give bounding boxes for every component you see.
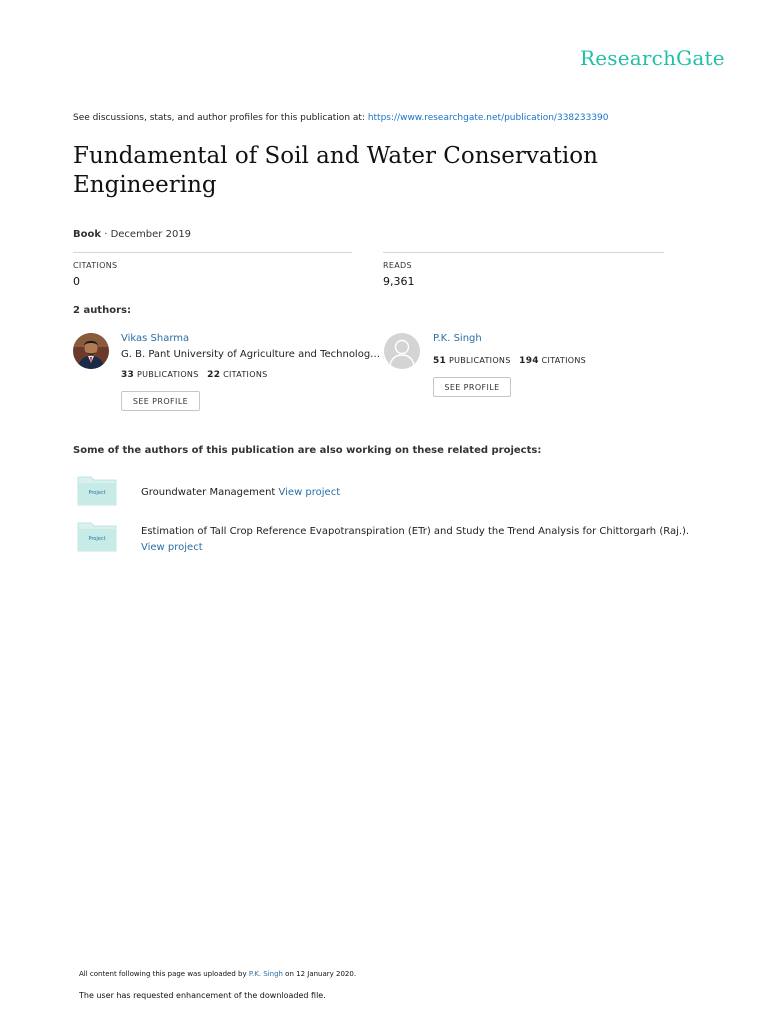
project-item xyxy=(141,485,701,501)
discussions-text: See discussions, stats, and author profiles for this publication at: xyxy=(73,113,368,123)
view-project-link[interactable]: View project xyxy=(141,542,203,553)
citations-label: CITATIONS xyxy=(223,370,268,379)
view-project-link[interactable]: View project xyxy=(278,487,341,498)
author-affiliation[interactable]: G. B. Pant University of Agriculture and Technolog… xyxy=(121,349,381,360)
author-name-pk-singh[interactable]: P.K. Singh xyxy=(433,333,482,344)
citations-value: 0 xyxy=(73,275,80,288)
citations-count: 22 xyxy=(207,370,221,380)
publications-count: 33 xyxy=(121,370,135,380)
author-avatar-vikas-sharma[interactable] xyxy=(73,333,109,369)
uploader-link[interactable]: P.K. Singh xyxy=(248,970,283,978)
project-icon-label: Project xyxy=(88,536,106,542)
meta-separator: · xyxy=(101,229,111,240)
publication-date: December 2019 xyxy=(110,229,192,240)
project-folder-icon[interactable] xyxy=(77,476,117,506)
project-title: Groundwater Management xyxy=(141,487,276,498)
citations-divider xyxy=(73,252,352,253)
publications-label: PUBLICATIONS xyxy=(448,356,511,365)
citations-label: CITATIONS xyxy=(541,356,587,365)
project-icon-label: Project xyxy=(88,490,106,496)
project-title: Estimation of Tall Crop Reference Evapotranspiration (ETr) and Study the Trend Analysis for Chittorgarh (Raj.). xyxy=(141,526,690,537)
project-folder-icon[interactable] xyxy=(77,522,117,552)
reads-value: 9,361 xyxy=(383,275,415,288)
author-stats xyxy=(433,356,586,366)
related-projects-heading: Some of the authors of this publication are also working on these related projects: xyxy=(73,445,542,456)
researchgate-logo[interactable]: ResearchGate xyxy=(580,46,725,70)
author-stats xyxy=(121,370,267,380)
discussions-line xyxy=(73,113,609,123)
publication-type: Book xyxy=(73,229,102,240)
person-photo-icon xyxy=(73,333,109,369)
reads-label: READS xyxy=(383,261,412,270)
upload-note xyxy=(79,970,356,978)
author-name-vikas-sharma[interactable]: Vikas Sharma xyxy=(121,333,190,344)
publications-label: PUBLICATIONS xyxy=(136,370,199,379)
see-profile-button-pk-singh[interactable]: SEE PROFILE xyxy=(433,377,511,397)
see-profile-button-vikas-sharma[interactable]: SEE PROFILE xyxy=(121,391,200,411)
authors-heading: 2 authors: xyxy=(73,305,131,316)
default-user-icon xyxy=(384,333,420,369)
publication-meta xyxy=(73,229,191,240)
enhancement-note: The user has requested enhancement of the downloaded file. xyxy=(79,991,326,1000)
author-avatar-pk-singh[interactable] xyxy=(384,333,420,369)
publication-url-link[interactable]: https://www.researchgate.net/publication/338233390 xyxy=(367,113,609,123)
upload-suffix: on 12 January 2020. xyxy=(282,970,357,978)
citations-count: 194 xyxy=(519,356,539,366)
publications-count: 51 xyxy=(433,356,447,366)
project-item xyxy=(141,524,721,556)
upload-prefix: All content following this page was uploaded by xyxy=(79,970,249,978)
reads-divider xyxy=(383,252,664,253)
publication-title: Fundamental of Soil and Water Conservation Engineering xyxy=(73,143,598,198)
citations-label: CITATIONS xyxy=(73,261,118,270)
